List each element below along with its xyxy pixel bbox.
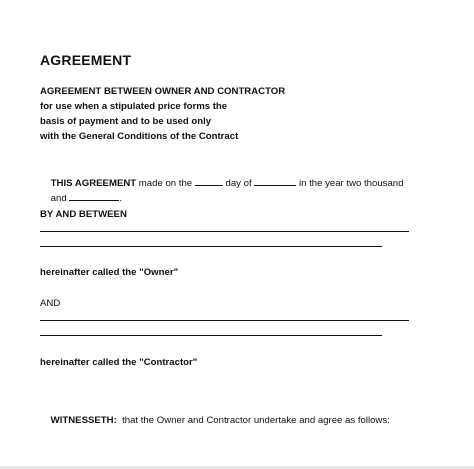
subtitle-line-3: basis of payment and to be used only bbox=[40, 116, 212, 127]
day-blank[interactable] bbox=[195, 176, 223, 186]
year-text: in the year two thousand bbox=[296, 178, 404, 189]
document-title: AGREEMENT bbox=[40, 52, 132, 68]
owner-name-line-2[interactable] bbox=[40, 246, 382, 247]
made-on-text: made on the bbox=[136, 178, 195, 189]
witnesseth-label: WITNESSETH: bbox=[50, 415, 117, 426]
witnesseth-text: that the Owner and Contractor undertake and agree as follows: bbox=[116, 415, 390, 426]
contractor-name-line-2[interactable] bbox=[40, 335, 382, 336]
month-blank[interactable] bbox=[254, 176, 296, 186]
owner-name-line-1[interactable] bbox=[40, 231, 409, 232]
day-of-text: day of bbox=[222, 178, 255, 189]
subtitle-line-1: AGREEMENT BETWEEN OWNER AND CONTRACTOR bbox=[40, 86, 286, 97]
agreement-label: THIS AGREEMENT bbox=[50, 178, 137, 189]
witnesseth-line bbox=[40, 403, 390, 439]
owner-caption: hereinafter called the "Owner" bbox=[40, 267, 179, 278]
subtitle-line-2: for use when a stipulated price forms the bbox=[40, 101, 228, 112]
contractor-caption: hereinafter called the "Contractor" bbox=[40, 357, 198, 368]
by-and-between-heading: BY AND BETWEEN bbox=[40, 209, 127, 220]
contractor-name-line-1[interactable] bbox=[40, 320, 409, 321]
and-text: and bbox=[50, 193, 67, 204]
period-text: . bbox=[119, 193, 123, 204]
subtitle-line-4: with the General Conditions of the Contract bbox=[40, 131, 239, 142]
and-separator: AND bbox=[40, 298, 61, 309]
year-blank[interactable] bbox=[69, 191, 119, 201]
